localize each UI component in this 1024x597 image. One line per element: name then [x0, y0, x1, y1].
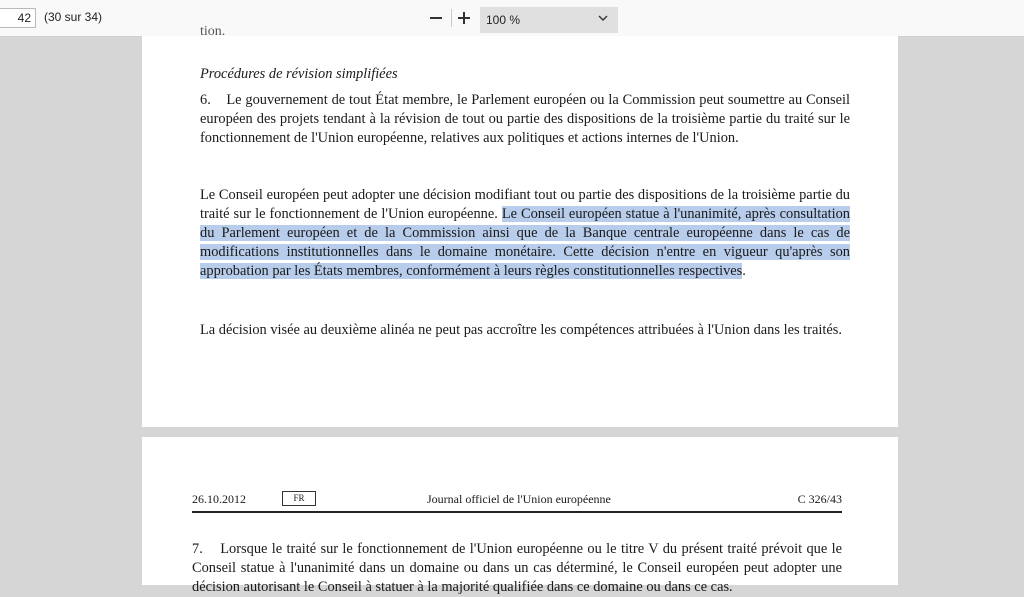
header-rule — [192, 511, 842, 513]
clipped-text: tion. — [200, 24, 226, 39]
selected-text[interactable]: Le Conseil européen statue à l'unanimité, après consultation du Parlement européen et de la Commission ainsi que de la Banque centrale européenne dans le cas de modifications institutionnelles dans le domaine monétaire. Cette décision n'entre en vigueur qu'après son approbation par les États membres, conformément à leurs règles constitutionnelles respectives — [200, 206, 850, 279]
journal-date: 26.10.2012 — [192, 492, 246, 506]
pdf-page — [142, 437, 898, 595]
paragraph — [200, 186, 850, 281]
journal-header — [192, 489, 842, 509]
journal-title: Journal officiel de l'Union européenne — [427, 492, 611, 506]
page-count-label: (30 sur 34) — [44, 10, 103, 24]
paragraph-text: . — [742, 263, 746, 279]
zoom-level-label: 100 % — [486, 13, 521, 27]
paragraph-text: Le Conseil européen peut adopter une décision modifiant tout ou partie des dispositions de la troisième partie du traité sur le fonctionnement de l'Union européenne. — [200, 187, 850, 222]
section-heading: Procédures de révision simplifiées — [200, 66, 398, 82]
pdf-page — [142, 24, 898, 427]
page-number-input[interactable]: 42 — [0, 8, 36, 28]
journal-reference: C 326/43 — [797, 492, 842, 506]
language-badge: FR — [282, 491, 316, 506]
paragraph: La décision visée au deuxième alinéa ne peut pas accroître les compétences attribuées à l'Union dans les traités. — [200, 322, 842, 338]
paragraph: 6. Le gouvernement de tout État membre, le Parlement européen ou la Commission peut soumettre au Conseil européen des projets tendant à la révision de tout ou partie des dispositions de la troisième partie du traité sur le fonctionnement de l'Union européenne, relatives aux politiques et actions internes de l'Union. — [200, 92, 850, 146]
paragraph: 7. Lorsque le traité sur le fonctionnement de l'Union européenne ou le titre V du présent traité prévoit que le Conseil statue à l'unanimité dans un domaine ou dans un cas déterminé, le Conseil européen peut adopter une décision autorisant le Conseil à statuer à la majorité qualifiée dans ce domaine ou dans ce cas. — [192, 541, 842, 595]
